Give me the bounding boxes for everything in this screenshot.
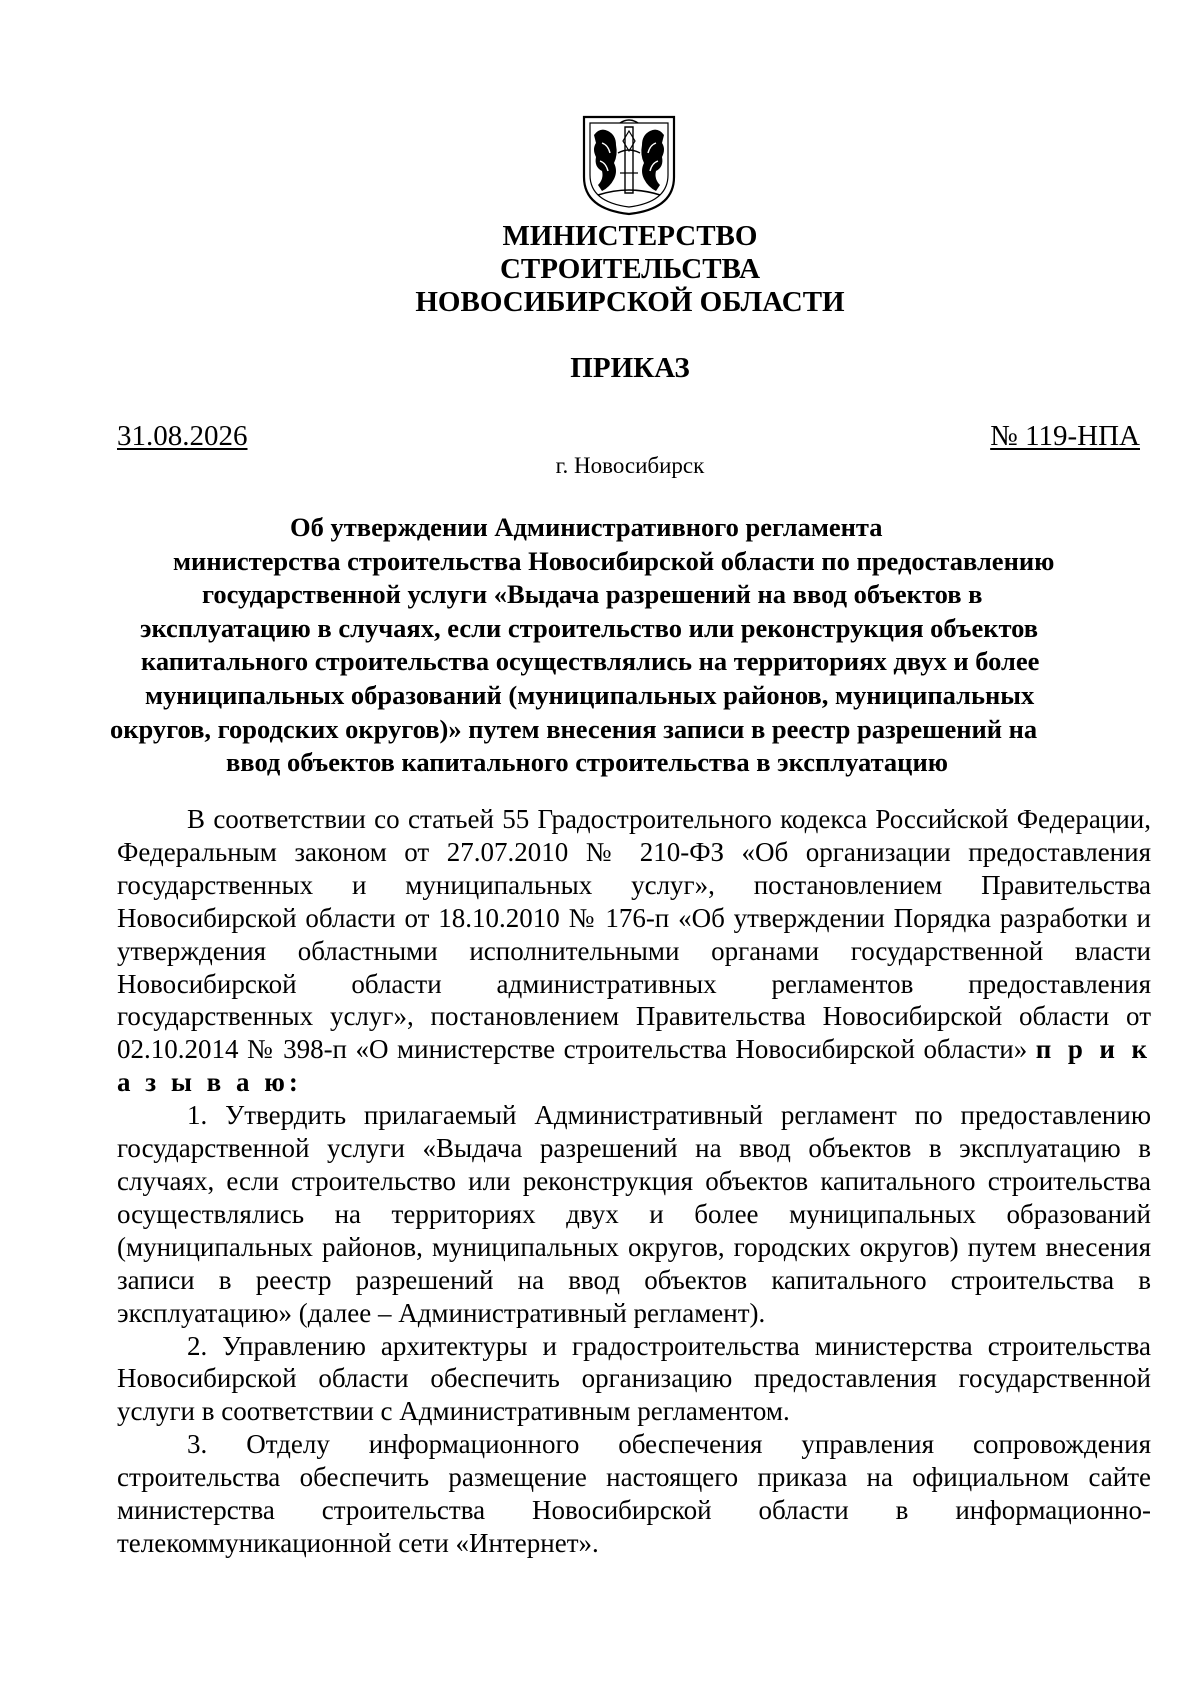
order-item-1: 1. Утвердить прилагаемый Административный регламент по предоставлению государственной услуги «Выдача разрешений на ввод объектов в эксплуатацию в случаях, если строительство или реконструкция объектов капитального строительства осуществлялись на территориях двух и более муниципальных образований (муниципальных районов, муниципальных округов, городских округов) путем внесения записи в реестр разрешений на ввод объектов капитального строительства в эксплуатацию» (далее – Административный регламент). [117, 1100, 1151, 1328]
ministry-name [300, 220, 960, 319]
preamble-paragraph [117, 803, 1151, 1099]
order-date: 31.08.2026 [117, 420, 248, 452]
ministry-line-2: СТРОИТЕЛЬСТВА [499, 253, 761, 285]
subject-line: ввод объектов капитального строительства в эксплуатацию [226, 747, 948, 778]
subject-line: министерства строительства Новосибирской области по предоставлению [173, 545, 1055, 576]
order-item-3: 3. Отделу информационного обеспечения управления сопровождения строительства обеспечить размещение настоящего приказа на официальном сайте министерства строительства Новосибирской области в информационно-телекоммуникационной сети «Интернет». [117, 1429, 1151, 1558]
decree-word: п р и к а з ы в а ю: [117, 1034, 1152, 1098]
subject-line: округов, городских округов)» путем внесения записи в реестр разрешений на [110, 713, 1038, 744]
subject-line: государственной услуги «Выдача разрешений на ввод объектов в [202, 579, 983, 610]
order-number: № 119-НПА [990, 420, 1140, 452]
subject-line: капитального строительства осуществлялись на территориях двух и более [141, 646, 1040, 677]
subject-line: муниципальных образований (муниципальных районов, муниципальных [145, 679, 1035, 710]
order-body [117, 803, 1151, 1560]
order-item-2: 2. Управлению архитектуры и градостроительства министерства строительства Новосибирской области обеспечить организацию предоставления государственной услуги в соответствии с Административным регламентом. [117, 1330, 1151, 1427]
city-name: г. Новосибирск [555, 453, 705, 478]
ministry-line-3: НОВОСИБИРСКОЙ ОБЛАСТИ [415, 286, 845, 318]
subject-line: эксплуатацию в случаях, если строительство или реконструкция объектов [140, 612, 1039, 643]
novosibirsk-coat-of-arms-icon [580, 113, 678, 217]
subject-line: Об утверждении Административного регламента [290, 512, 883, 542]
preamble-text: В соответствии со статьей 55 Градостроительного кодекса Российской Федерации, Федеральным законом от 27.07.2010 № 210-ФЗ «Об организации предоставления государственных и муниципальных услуг», постановлением Правительства Новосибирской области от 18.10.2010 № 176-п «Об утверждении Порядка разработки и утверждения областными исполнительными органами государственной власти Новосибирской области административных регламентов предоставления государственных услуг», постановлением Правительства Новосибирской области от 02.10.2014 № 398-п «О министерстве строительства Новосибирской области» [117, 804, 1151, 1065]
order-subject [110, 511, 1150, 780]
document-type: ПРИКАЗ [570, 352, 690, 384]
ministry-line-1: МИНИСТЕРСТВО [502, 220, 758, 252]
